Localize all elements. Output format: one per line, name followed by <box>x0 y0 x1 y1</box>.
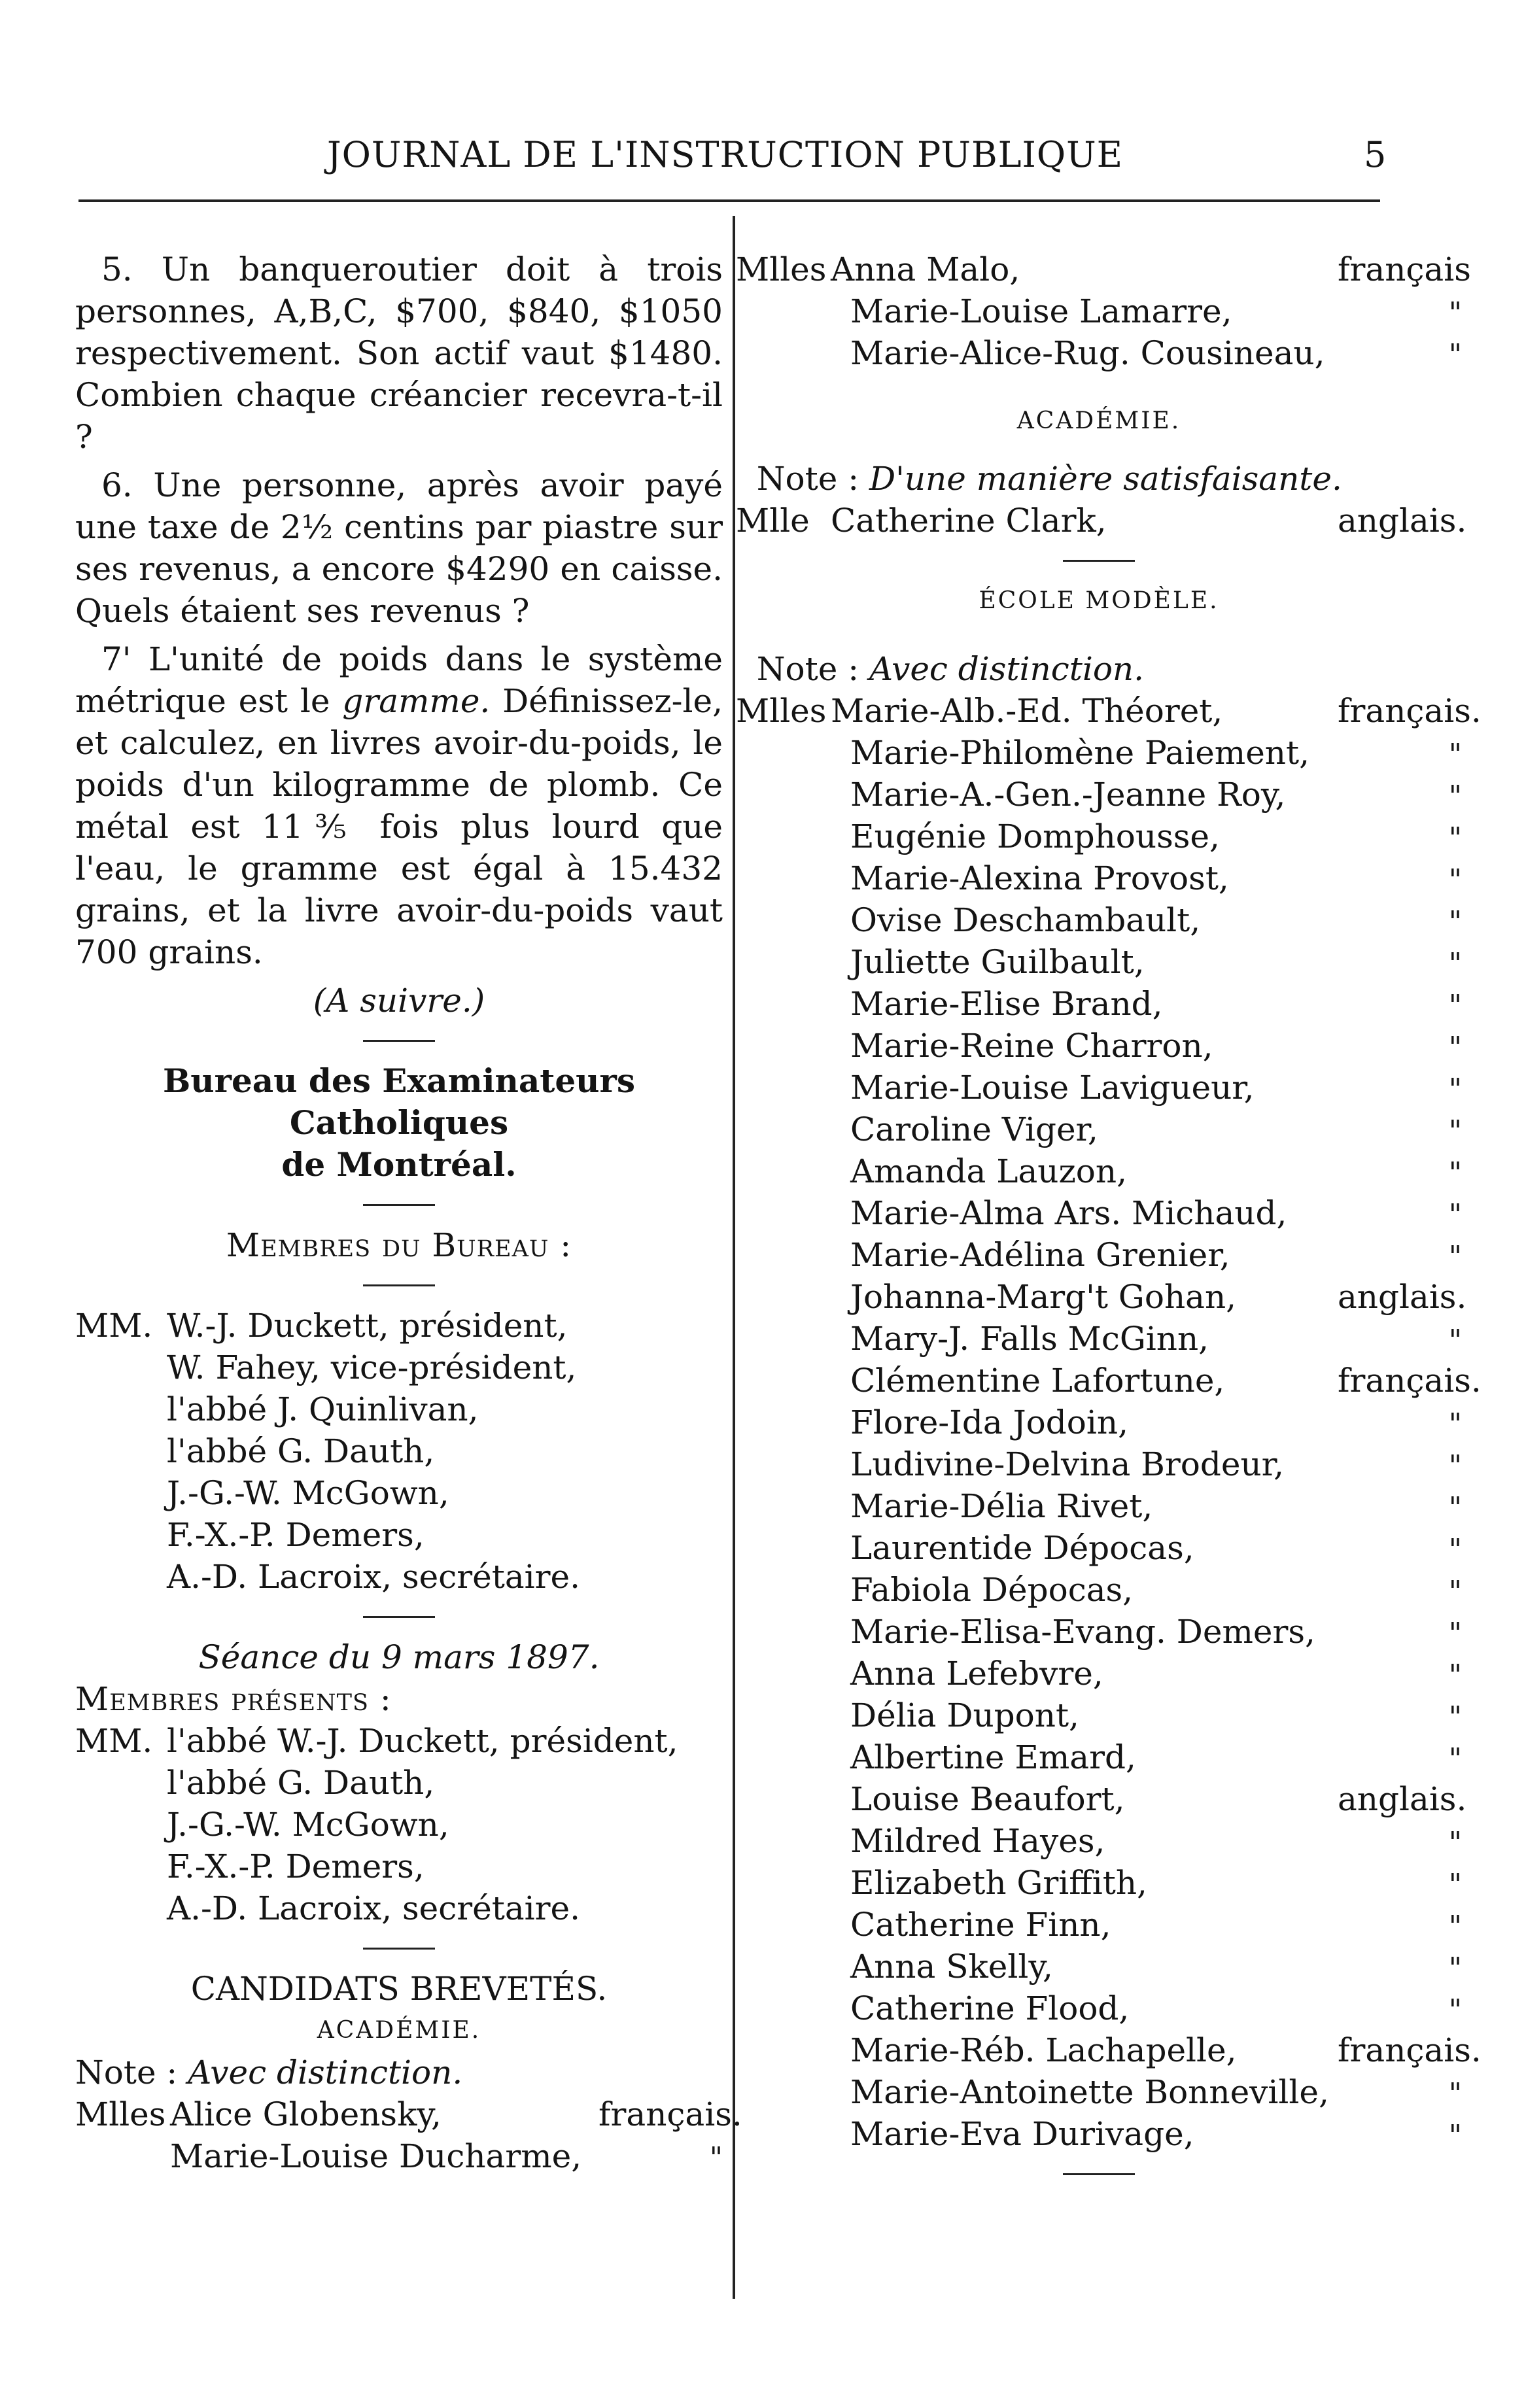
section-divider <box>363 1616 435 1618</box>
candidate-language: " <box>1448 1407 1462 1441</box>
candidate-language: français. <box>1338 1362 1482 1400</box>
note-line <box>75 2052 723 2093</box>
table-row <box>736 690 1482 732</box>
header-rule <box>78 199 1380 202</box>
candidate-language: " <box>1448 338 1462 371</box>
candidate-name: Eugénie Domphousse, <box>850 817 1220 855</box>
candidate-language: " <box>1448 1198 1462 1231</box>
note-line <box>736 648 1462 690</box>
table-row <box>736 1904 1462 1946</box>
note-value: D'une manière satisfaisante. <box>869 460 1342 498</box>
candidate-name: Marie-Antoinette Bonneville, <box>850 2073 1329 2111</box>
candidate-language: " <box>1448 1114 1462 1148</box>
candidate-language: " <box>1448 821 1462 855</box>
candidate-language: " <box>1448 1156 1462 1190</box>
mlles-prefix: Mlles <box>736 692 827 730</box>
candidate-name: Catherine Clark, <box>831 502 1107 540</box>
membres-bureau-heading: Membres du Bureau : <box>226 1226 572 1264</box>
candidate-language: anglais. <box>1338 1780 1467 1818</box>
table-row <box>736 732 1462 774</box>
table-row <box>736 290 1462 332</box>
candidate-name: Anna Lefebvre, <box>850 1655 1103 1693</box>
table-row <box>736 1402 1462 1443</box>
candidate-language: " <box>1448 1826 1462 1859</box>
table-row <box>736 1987 1462 2029</box>
candidate-name: Laurentide Dépocas, <box>850 1529 1194 1567</box>
note-label: Note : <box>756 650 859 688</box>
a-suivre: (A suivre.) <box>313 982 485 1020</box>
table-row <box>75 2093 742 2135</box>
table-row <box>736 1862 1462 1904</box>
candidate-language: " <box>1448 1073 1462 1106</box>
candidate-language: " <box>1448 1324 1462 1357</box>
candidate-language: " <box>1448 1742 1462 1776</box>
candidate-name: Marie-Reine Charron, <box>850 1027 1213 1065</box>
candidate-name: Anna Skelly, <box>850 1948 1053 1986</box>
member-name: F.-X.-P. Demers, <box>167 1516 425 1554</box>
candidate-name: Johanna-Marg't Gohan, <box>850 1278 1237 1316</box>
candidate-language: " <box>1448 1240 1462 1273</box>
candidate-name: Marie-Alma Ars. Michaud, <box>850 1194 1287 1232</box>
table-row <box>736 249 1471 290</box>
candidate-name: Marie-Louise Lamarre, <box>850 292 1232 330</box>
table-row <box>736 1778 1467 1820</box>
table-row <box>736 1276 1467 1318</box>
candidate-name: Délia Dupont, <box>850 1696 1079 1734</box>
table-row <box>736 1109 1462 1150</box>
list-item <box>75 1846 723 1887</box>
note-label: Note : <box>75 2054 178 2091</box>
candidate-name: Marie-Alexina Provost, <box>850 859 1229 897</box>
candidate-name: Elizabeth Griffith, <box>850 1864 1147 1902</box>
candidats-title: CANDIDATS BREVETÉS. <box>190 1970 608 2008</box>
right-column <box>736 249 1482 2193</box>
table-row <box>736 1736 1462 1778</box>
member-name: A.-D. Lacroix, secrétaire. <box>167 1558 581 1596</box>
problem-6: 6. Une personne, après avoir payé une taxe de 2½ centins par piastre sur ses revenus, a encore $4290 en caisse. Quels étaient ses revenus ? <box>75 466 723 630</box>
table-row <box>736 1946 1462 1987</box>
candidate-name: Marie-Elise Brand, <box>850 985 1163 1023</box>
candidate-name: Marie-Alice-Rug. Cousineau, <box>850 334 1325 372</box>
member-name: l'abbé J. Quinlivan, <box>167 1390 479 1428</box>
table-row <box>75 2135 723 2177</box>
list-item <box>75 1430 723 1472</box>
running-header: JOURNAL DE L'INSTRUCTION PUBLIQUE <box>327 134 1124 175</box>
candidate-language: anglais. <box>1338 1278 1467 1316</box>
mlle-prefix: Mlle <box>736 502 810 540</box>
candidate-language: " <box>1448 989 1462 1022</box>
academie-heading: ACADÉMIE. <box>1016 407 1181 434</box>
candidate-language: " <box>709 2141 723 2175</box>
list-item <box>75 1720 723 1762</box>
table-row <box>736 941 1462 983</box>
problem-5: 5. Un banqueroutier doit à trois personnes, A,B,C, $700, $840, $1050 respectivement. Son actif vaut $1480. Combien chaque créancier recevra-t-il ? <box>75 250 723 456</box>
candidate-name: Catherine Flood, <box>850 1989 1130 2027</box>
mm-prefix: MM. <box>75 1307 153 1345</box>
candidate-name: Caroline Viger, <box>850 1110 1098 1148</box>
member-name: J.-G.-W. McGown, <box>167 1806 449 1844</box>
candidate-language: " <box>1448 1700 1462 1734</box>
candidate-name: Amanda Lauzon, <box>850 1152 1127 1190</box>
candidate-language: " <box>1448 1449 1462 1483</box>
section-divider <box>363 1284 435 1286</box>
candidate-name: Anna Malo, <box>831 250 1020 288</box>
note-label: Note : <box>756 460 859 498</box>
column-divider <box>733 216 735 2299</box>
list-item <box>75 1388 723 1430</box>
bureau-title-line-1: Bureau des Examinateurs Catholiques <box>163 1061 635 1142</box>
candidate-language: " <box>1448 738 1462 771</box>
candidate-language: " <box>1448 1031 1462 1064</box>
note-line <box>736 458 1462 500</box>
candidate-language: " <box>1448 1491 1462 1524</box>
table-row <box>736 1820 1462 1862</box>
list-item <box>75 1556 723 1598</box>
problem-7-text-start: 7' L'unité de poids dans le système métrique est le <box>75 640 723 720</box>
candidate-name: Marie-Louise Ducharme, <box>170 2137 582 2175</box>
candidate-language: " <box>1448 947 1462 980</box>
problem-7-text-end: Définissez-le, et calculez, en livres avoir-du-poids, le poids d'un kilogramme de plomb. Ce métal est 11⅗ fois plus lourd que l'eau, le gramme est égal à 15.432 grains, et la livre avoir-du-poids vaut 700 grains. <box>75 682 723 971</box>
table-row <box>736 983 1462 1025</box>
academie-heading: ACADÉMIE. <box>317 2017 481 2044</box>
list-item <box>75 1514 723 1556</box>
candidate-language: " <box>1448 905 1462 938</box>
table-row <box>736 1694 1462 1736</box>
table-row <box>736 2113 1462 2155</box>
member-name: W.-J. Duckett, président, <box>167 1307 568 1345</box>
table-row <box>736 1653 1462 1694</box>
table-row <box>736 500 1467 542</box>
candidate-name: Juliette Guilbault, <box>850 943 1145 981</box>
membres-presents-heading: Membres présents : <box>75 1680 392 1718</box>
candidate-name: Clémentine Lafortune, <box>850 1362 1225 1400</box>
candidate-language: " <box>1448 1533 1462 1566</box>
table-row <box>736 1611 1462 1653</box>
member-name: W. Fahey, vice-président, <box>167 1349 577 1386</box>
list-item <box>75 1804 723 1846</box>
candidate-language: " <box>1448 1575 1462 1608</box>
table-row <box>736 1234 1462 1276</box>
list-item <box>75 1347 723 1388</box>
candidate-name: Marie-Adélina Grenier, <box>850 1236 1230 1274</box>
left-column <box>75 249 742 2177</box>
candidate-language: français <box>1338 250 1471 288</box>
candidate-language: français. <box>1338 2031 1482 2069</box>
table-row <box>736 1527 1462 1569</box>
section-divider <box>363 1204 435 1206</box>
candidate-language: français. <box>598 2095 742 2133</box>
candidate-name: Marie-Elisa-Evang. Demers, <box>850 1613 1315 1651</box>
candidate-name: Mildred Hayes, <box>850 1822 1105 1860</box>
table-row <box>736 1569 1462 1611</box>
note-value: Avec distinction. <box>188 2054 463 2091</box>
candidate-language: " <box>1448 1868 1462 1901</box>
member-name: l'abbé G. Dauth, <box>167 1764 435 1802</box>
candidate-name: Marie-Délia Rivet, <box>850 1487 1153 1525</box>
candidate-language: " <box>1448 2077 1462 2110</box>
candidate-name: Mary-J. Falls McGinn, <box>850 1320 1209 1358</box>
table-row <box>736 332 1462 374</box>
mm-prefix: MM. <box>75 1722 153 1760</box>
candidate-name: Flore-Ida Jodoin, <box>850 1403 1128 1441</box>
seance-date: Séance du 9 mars 1897. <box>198 1638 600 1676</box>
candidate-language: anglais. <box>1338 502 1467 540</box>
candidate-language: " <box>1448 296 1462 330</box>
candidate-name: Catherine Finn, <box>850 1906 1111 1944</box>
table-row <box>736 1150 1462 1192</box>
candidate-language: " <box>1448 1659 1462 1692</box>
section-divider <box>1063 560 1135 562</box>
member-name: J.-G.-W. McGown, <box>167 1474 449 1512</box>
table-row <box>736 816 1462 857</box>
table-row <box>736 2071 1462 2113</box>
candidate-name: Louise Beaufort, <box>850 1780 1125 1818</box>
problem-7 <box>75 638 723 973</box>
candidate-name: Alice Globensky, <box>170 2095 442 2133</box>
candidate-name: Marie-Eva Durivage, <box>850 2115 1194 2153</box>
member-name: A.-D. Lacroix, secrétaire. <box>167 1889 581 1927</box>
section-divider <box>1063 2173 1135 2175</box>
table-row <box>736 1360 1482 1402</box>
candidate-name: Marie-A.-Gen.-Jeanne Roy, <box>850 776 1286 814</box>
candidate-language: français. <box>1338 692 1482 730</box>
present-members-list <box>75 1720 723 1929</box>
candidate-language: " <box>1448 1952 1462 1985</box>
table-row <box>736 1485 1462 1527</box>
candidate-name: Marie-Réb. Lachapelle, <box>850 2031 1237 2069</box>
table-row <box>736 774 1462 816</box>
section-divider <box>363 1040 435 1042</box>
candidate-language: " <box>1448 1993 1462 2027</box>
mlles-prefix: Mlles <box>736 250 827 288</box>
candidate-name: Ludivine-Delvina Brodeur, <box>850 1445 1284 1483</box>
list-item <box>75 1887 723 1929</box>
mlles-prefix: Mlles <box>75 2095 166 2133</box>
table-row <box>736 1025 1462 1067</box>
table-row <box>736 899 1462 941</box>
candidate-language: " <box>1448 1910 1462 1943</box>
table-row <box>736 1318 1462 1360</box>
table-row <box>736 1192 1462 1234</box>
list-item <box>75 1472 723 1514</box>
list-item <box>75 1305 723 1347</box>
candidate-name: Ovise Deschambault, <box>850 901 1201 939</box>
bureau-members-list <box>75 1305 723 1598</box>
candidate-name: Marie-Alb.-Ed. Théoret, <box>831 692 1223 730</box>
table-row <box>736 1067 1462 1109</box>
candidate-language: " <box>1448 2119 1462 2152</box>
note-value: Avec distinction. <box>869 650 1145 688</box>
list-item <box>75 1762 723 1804</box>
candidate-name: Albertine Emard, <box>850 1738 1136 1776</box>
candidate-language: " <box>1448 1617 1462 1650</box>
table-row <box>736 857 1462 899</box>
ecole-modele-heading: ÉCOLE MODÈLE. <box>979 587 1219 614</box>
candidate-name: Fabiola Dépocas, <box>850 1571 1134 1609</box>
page-number: 5 <box>1364 134 1387 175</box>
candidate-language: " <box>1448 780 1462 813</box>
table-row <box>736 2029 1482 2071</box>
candidate-name: Marie-Louise Lavigueur, <box>850 1069 1255 1107</box>
candidate-name: Marie-Philomène Paiement, <box>850 734 1309 772</box>
member-name: l'abbé W.-J. Duckett, président, <box>167 1722 678 1760</box>
bureau-title-line-2: de Montréal. <box>281 1145 517 1184</box>
candidate-language: " <box>1448 863 1462 897</box>
ecole-modele-list <box>736 690 1482 2155</box>
table-row <box>736 1443 1462 1485</box>
problem-7-gramme: gramme. <box>342 682 491 720</box>
member-name: l'abbé G. Dauth, <box>167 1432 435 1470</box>
member-name: F.-X.-P. Demers, <box>167 1848 425 1885</box>
section-divider <box>363 1948 435 1950</box>
